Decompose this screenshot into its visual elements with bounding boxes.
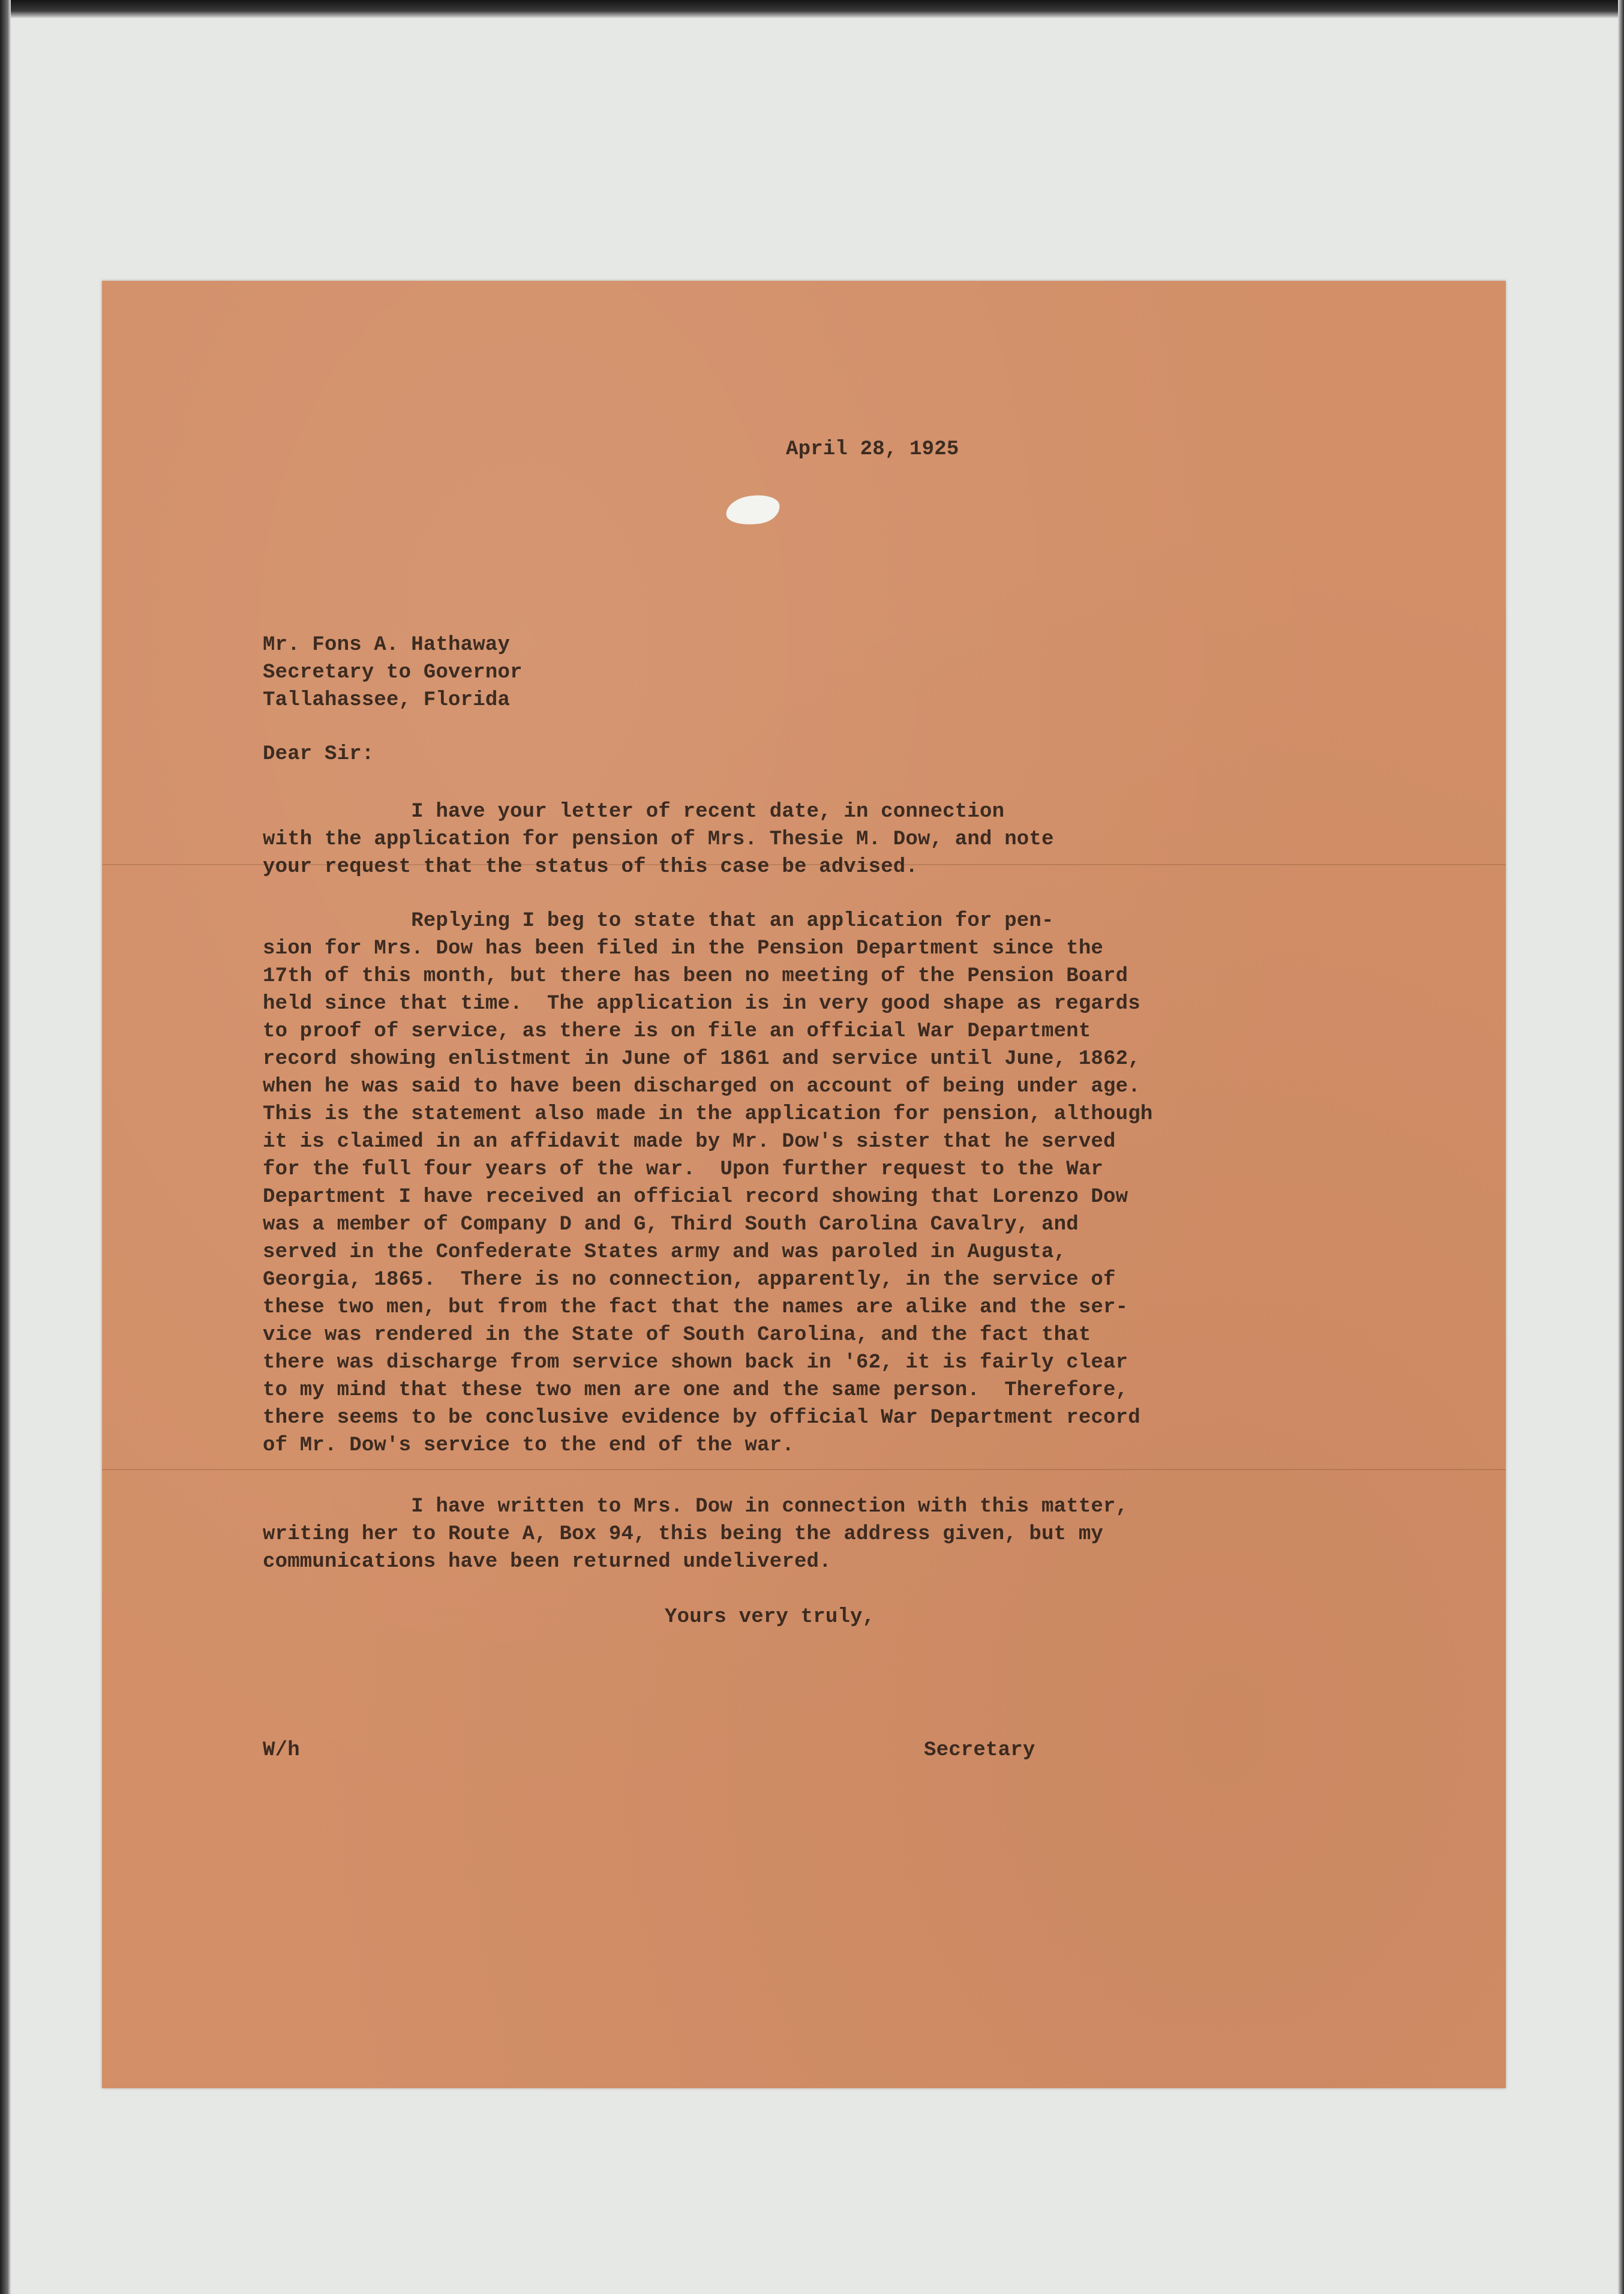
paper-hole — [724, 492, 782, 528]
paragraph-1 — [263, 798, 1054, 881]
typist-initials: W/h — [263, 1739, 300, 1762]
closing: Yours very truly, — [665, 1606, 875, 1629]
recipient-line: Secretary to Governor — [263, 661, 523, 684]
letter-date: April 28, 1925 — [786, 438, 959, 461]
body-line: 17th of this month, but there has been no meeting of the Pension Board — [263, 965, 1128, 988]
scan-edge-top — [0, 0, 1624, 18]
body-line: to my mind that these two men are one and the same person. Therefore, — [263, 1379, 1128, 1402]
body-line: Department I have received an official record showing that Lorenzo Dow — [263, 1186, 1128, 1209]
body-line: Georgia, 1865. There is no connection, apparently, in the service of — [263, 1269, 1116, 1291]
signature-title: Secretary — [924, 1739, 1035, 1762]
body-line: was a member of Company D and G, Third South Carolina Cavalry, and — [263, 1213, 1079, 1236]
body-line: there seems to be conclusive evidence by official War Department record — [263, 1407, 1140, 1429]
body-line: sion for Mrs. Dow has been filed in the Pension Department since the — [263, 937, 1104, 960]
body-line: I have your letter of recent date, in connection — [263, 800, 1005, 823]
body-line: record showing enlistment in June of 1861 and service until June, 1862, — [263, 1048, 1140, 1070]
body-line: communications have been returned undelivered. — [263, 1551, 831, 1573]
body-line: writing her to Route A, Box 94, this being the address given, but my — [263, 1523, 1104, 1546]
recipient-line: Tallahassee, Florida — [263, 689, 511, 712]
scan-edge-left — [0, 0, 11, 2294]
body-line: for the full four years of the war. Upon further request to the War — [263, 1158, 1104, 1181]
scan-edge-right — [1618, 0, 1624, 2294]
body-line: held since that time. The application is in very good shape as regards — [263, 992, 1140, 1015]
paragraph-3 — [263, 1493, 1128, 1576]
body-line: when he was said to have been discharged on account of being under age. — [263, 1075, 1140, 1098]
paragraph-2 — [263, 907, 1152, 1459]
body-line: it is claimed in an affidavit made by Mr. Dow's sister that he served — [263, 1130, 1116, 1153]
body-line: to proof of service, as there is on file an official War Department — [263, 1020, 1091, 1043]
body-line: your request that the status of this case be advised. — [263, 856, 918, 878]
body-line: there was discharge from service shown back in '62, it is fairly clear — [263, 1351, 1128, 1374]
body-line: of Mr. Dow's service to the end of the war. — [263, 1434, 794, 1457]
recipient-address — [263, 631, 523, 714]
body-line: I have written to Mrs. Dow in connection with this matter, — [263, 1495, 1128, 1518]
body-line: with the application for pension of Mrs. Thesie M. Dow, and note — [263, 828, 1054, 851]
body-line: Replying I beg to state that an application for pen- — [263, 910, 1054, 932]
body-line: This is the statement also made in the application for pension, although — [263, 1103, 1153, 1126]
body-line: these two men, but from the fact that the names are alike and the ser- — [263, 1296, 1128, 1319]
salutation: Dear Sir: — [263, 743, 374, 766]
body-line: served in the Confederate States army and was paroled in Augusta, — [263, 1241, 1067, 1264]
body-line: vice was rendered in the State of South Carolina, and the fact that — [263, 1324, 1091, 1347]
fold-line — [102, 1469, 1506, 1470]
recipient-line: Mr. Fons A. Hathaway — [263, 634, 511, 656]
